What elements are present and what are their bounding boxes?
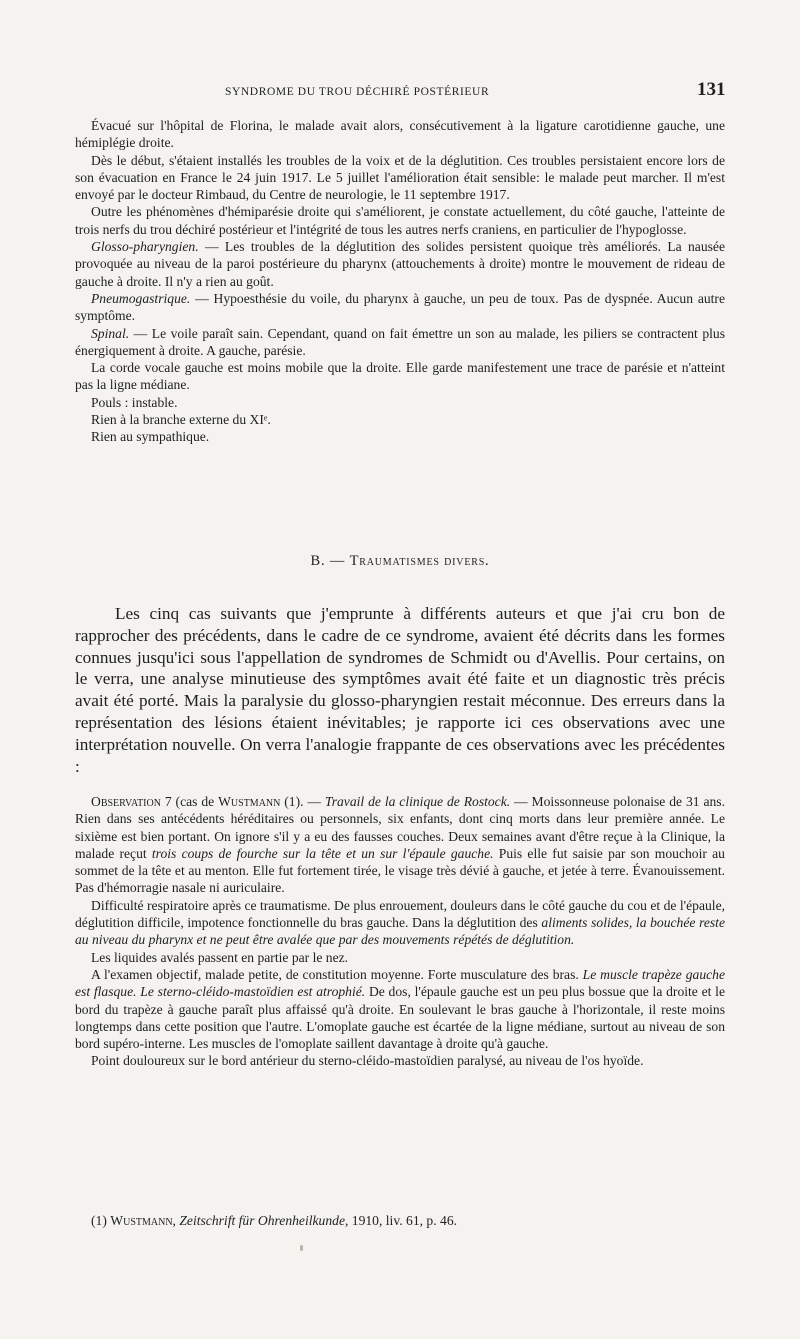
observation-p4-emphasis: Le muscle trapèze gauche est flasque. Le sterno-cléido-mastoïdien est atrophié. <box>75 966 725 1000</box>
paragraph-corde-vocale: La corde vocale gauche est moins mobile que la droite. Elle garde manifestement une trace de parésie et n'atteint pas la ligne médiane. <box>75 360 725 393</box>
observation-paragraph-4 <box>75 966 725 1052</box>
text-spinal: — Le voile paraît sain. Cependant, quand on fait émettre un son au malade, les piliers se contractent plus énergiquement à droite. A gauche, parésie. <box>75 325 725 358</box>
footnote-marker: (1) <box>91 1213 107 1228</box>
observation-paragraph-1 <box>75 793 725 897</box>
running-head: SYNDROME DU TROU DÉCHIRÉ POSTÉRIEUR <box>225 86 490 98</box>
paragraph-glosso-pharyngien <box>75 238 725 290</box>
observation-author: Wustmann <box>218 794 281 809</box>
observation-emphasis-1: trois coups de fourche sur la tête et un sur l'épaule gauche. <box>151 845 494 861</box>
section-heading <box>0 553 800 570</box>
page-number: 131 <box>697 79 726 100</box>
paragraph-sympathique: Rien au sympathique. <box>91 429 210 445</box>
observation-7 <box>75 793 725 1070</box>
footnote-author: Wustmann, <box>110 1213 176 1228</box>
observation-paren-open: (cas de <box>171 794 219 809</box>
observation-label: Observation 7 <box>91 794 172 809</box>
paragraph-spinal <box>75 325 725 360</box>
paragraph-branche-externe: Rien à la branche externe du XIᵉ. <box>91 412 271 428</box>
observation-paragraph-2 <box>75 897 725 949</box>
section-dash: — <box>325 553 350 569</box>
paragraph-pouls: Pouls : instable. <box>91 394 178 410</box>
label-glosso-pharyngien: Glosso-pharyngien. <box>91 239 199 255</box>
footnote <box>75 1212 725 1229</box>
paragraph-intro: Les cinq cas suivants que j'emprunte à différents auteurs et que j'ai cru bon de rapprocher des précédents, dans le cadre de ce syndrome, avaient été décrits dans les formes connues jusqu'ici sous l'appellation de syndromes de Schmidt ou d'Avellis. Pour certains, on le verra, une analyse minutieuse des symptômes avait été faite et un diagnostic très précis avait été porté. Mais la paralysie du glosso-pharyngien restait méconnue. Des erreurs dans la représentation des lésions étaient inévitables; je rapporte ici ces observations avec une interprétation nouvelle. On verra l'analogie frappante de ces observations avec les précédentes : <box>75 604 725 776</box>
footnote-journal: Zeitschrift für Ohrenheilkunde, <box>179 1213 349 1228</box>
section-title: Traumatismes divers. <box>349 553 490 569</box>
paragraph-findings: Outre les phénomènes d'hémiparésie droite qui s'améliorent, je constate actuellement, du côté gauche, l'atteinte de trois nerfs du trou déchiré postérieur et l'intégrité de tous les autres nerfs craniens, en particulier de l'hypoglosse. <box>75 204 725 237</box>
observation-p4-text: A l'examen objectif, malade petite, de constitution moyenne. Forte musculature des bras. <box>91 966 583 982</box>
footnote-rest: 1910, liv. 61, p. 46. <box>348 1213 458 1228</box>
observation-text-2: Puis elle fut saisie par son mouchoir au sommet de la tête et au menton. Elle fut fortement tirée, le visage très dévié à gauche, et jetée à terre. Évanouissement. Pas d'hémorragie nasale ni auriculaire. <box>75 845 725 896</box>
section-intro <box>75 603 725 777</box>
observation-paragraph-3: Les liquides avalés passent en partie par le nez. <box>91 949 349 965</box>
label-spinal: Spinal. <box>91 325 130 341</box>
case-continuation <box>75 117 725 446</box>
observation-text: — Moissonneuse polonaise de 31 ans. Rien dans ses antécédents héréditaires ou personnels, six enfants, dont cinq morts dans leur première année. Le sixième est bien portant. On ignore s'il y a eu des fausses couches. Deux semaines avant d'être reçue à la Clinique, la malade reçut <box>75 794 725 861</box>
text-glosso-pharyngien: — Les troubles de la déglutition des solides persistent quoique très améliorés. La nausée provoquée au niveau de la paroi postérieure du pharynx (attouchements à droite) montre le mouvement de rideau de gauche à droite. Il n'y a rien au goût. <box>75 239 725 289</box>
paragraph-onset: Dès le début, s'étaient installés les troubles de la voix et de la déglutition. Ces troubles persistaient encore lors de son évacuation en France le 24 juin 1917. Le 5 juillet l'amélioration était sensible: le malade peut marcher. Il m'est envoyé par le docteur Rimbaud, du Centre de neurologie, le 11 septembre 1917. <box>75 152 725 203</box>
label-pneumogastrique: Pneumogastrique. <box>91 290 191 306</box>
observation-p4-text-2: De dos, l'épaule gauche est un peu plus bossue que la droite et le bord du trapèze à gauche paraît plus affaissé qu'à droite. En soulevant le bras gauche à l'horizontale, il reste moins longtemps dans cette position que l'autre. L'omoplate gauche est écartée de la ligne médiane, surtout au niveau de son bord supéro-interne. Les muscles de l'omoplate saillent davantage à droite qu'à gauche. <box>75 984 725 1052</box>
observation-p2-text: Difficulté respiratoire après ce traumatisme. De plus enrouement, douleurs dans le côté gauche du cou et de l'épaule, déglutition difficile, impotence fonctionnelle du bras gauche. Dans la déglutition des <box>75 897 725 931</box>
paragraph-evacuation: Évacué sur l'hôpital de Florina, le malade avait alors, consécutivement à la ligature carotidienne gauche, une hémiplégie droite. <box>75 118 725 151</box>
observation-paragraph-5: Point douloureux sur le bord antérieur du sterno-cléido-mastoïdien paralysé, au niveau de l'os hyoïde. <box>91 1053 644 1069</box>
paragraph-pneumogastrique <box>75 290 725 325</box>
text-pneumogastrique: — Hypoesthésie du voile, du pharynx à gauche, un peu de toux. Pas de dyspnée. Aucun autre symptôme. <box>75 290 725 324</box>
ink-speck <box>300 1245 303 1251</box>
section-letter: B. <box>310 553 326 569</box>
footnote-line <box>75 1212 725 1229</box>
observation-p2-emphasis: aliments solides, la bouchée reste au niveau du pharynx et ne peut être avalée que par des mouvements répétés de déglutition. <box>75 915 725 948</box>
observation-paren-close: (1). — <box>280 794 325 809</box>
observation-source: Travail de la clinique de Rostock. <box>324 794 511 809</box>
